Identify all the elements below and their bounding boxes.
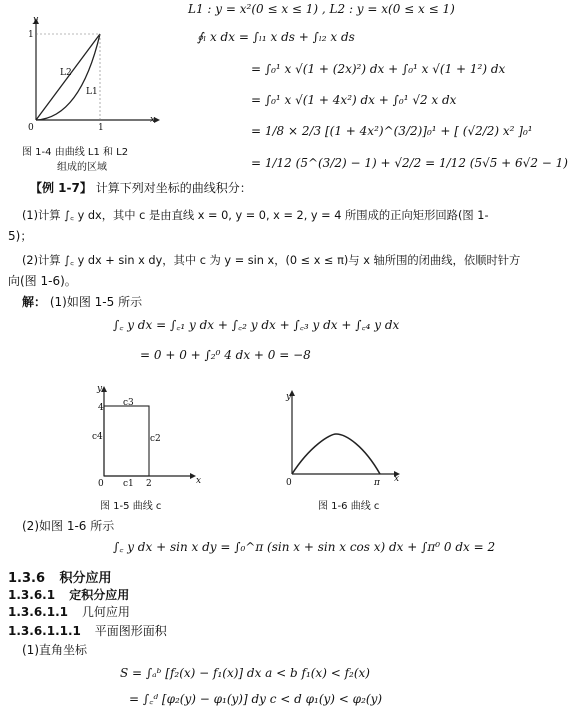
fig16-origin: 0 xyxy=(286,478,292,488)
fig14-axis-y: y xyxy=(33,15,39,25)
example-tag: 【例 1-7】 xyxy=(30,181,92,195)
heading-1-3-6-1-1-1-num: 1.3.6.1.1.1 xyxy=(8,624,81,638)
figure-1-4 xyxy=(14,10,164,130)
figure-1-5 xyxy=(90,384,200,492)
example-part1-line2: 5)； xyxy=(8,229,33,243)
solution-eq-3: ∫꜀ y dx + sin x dy = ∫₀^π (sin x + sin x cos x) dx + ∫π⁰ 0 dx = 2 xyxy=(113,540,496,554)
solution-text-2: (2)如图 1-6 所示 xyxy=(22,519,115,533)
area-formula-1: S = ∫ₐᵇ [f₂(x) − f₁(x)] dx a < b f₁(x) < f₂(x) xyxy=(120,666,370,680)
solution-label: 解： xyxy=(22,295,47,309)
heading-1-3-6 xyxy=(8,567,112,586)
heading-1-3-6-num: 1.3.6 xyxy=(8,571,46,586)
area-formula-2: = ∫꜀ᵈ [φ₂(y) − φ₁(y)] dy c < d φ₁(y) < φ₂(y) xyxy=(129,692,383,706)
fig15-c4: c4 xyxy=(92,432,103,442)
heading-1-3-6-title: 积分应用 xyxy=(59,571,112,586)
cartesian-coordinates-label: (1)直角坐标 xyxy=(22,643,87,657)
heading-1-3-6-1-1-title: 几何应用 xyxy=(81,605,130,619)
fig14-origin: 0 xyxy=(28,123,34,133)
fig16-axis-x: x xyxy=(394,474,400,484)
heading-1-3-6-1-1-1-title: 平面图形面积 xyxy=(94,624,167,638)
example-part2-line2: 向(图 1-6)。 xyxy=(8,274,77,288)
fig14-label-L1: L1 xyxy=(86,87,98,97)
line-integral-eq-5: = 1/12 (5^(3/2) − 1) + √2/2 = 1/12 (5√5 + 6√2 − 1) xyxy=(251,156,568,170)
solution-eq-1: ∫꜀ y dx = ∫꜀₁ y dx + ∫꜀₂ y dx + ∫꜀₃ y dx + ∫꜀₄ y dx xyxy=(113,318,400,332)
fig14-caption-line2: 组成的区域 xyxy=(57,162,107,173)
example-title: 计算下列对坐标的曲线积分： xyxy=(95,181,252,195)
heading-1-3-6-1-1-num: 1.3.6.1.1 xyxy=(8,605,68,619)
line-integral-eq-1: ∮ₗ x dx = ∫ₗ₁ x ds + ∫ₗ₂ x ds xyxy=(197,30,355,44)
fig15-tick-y: 4 xyxy=(98,403,104,413)
solution-text-1: (1)如图 1-5 所示 xyxy=(49,295,143,309)
heading-1-3-6-1-num: 1.3.6.1 xyxy=(8,588,56,602)
fig16-caption: 图 1-6 曲线 c xyxy=(318,501,380,512)
figure-1-6 xyxy=(280,390,404,486)
fig15-c3: c3 xyxy=(123,398,134,408)
example-part1-line1: (1)计算 ∫꜀ y dx，其中 c 是由直线 x = 0, y = 0, x = 2, y = 4 所围成的正向矩形回路(图 1- xyxy=(22,209,489,222)
solution-eq-2: = 0 + 0 + ∫₂⁰ 4 dx + 0 = −8 xyxy=(140,348,311,362)
fig16-pi: π xyxy=(374,478,380,488)
heading-1-3-6-1-title: 定积分应用 xyxy=(69,588,130,602)
heading-1-3-6-1 xyxy=(8,586,129,603)
heading-1-3-6-1-1-1 xyxy=(8,624,167,639)
fig14-tick-y: 1 xyxy=(28,30,34,40)
fig14-label-L2: L2 xyxy=(60,68,72,78)
fig15-origin: 0 xyxy=(98,479,104,489)
example-part2-line1: (2)计算 ∫꜀ y dx + sin x dy，其中 c 为 y = sin x，(0 ≤ x ≤ π)与 x 轴所围的闭曲线，依顺时针方 xyxy=(22,254,521,267)
line-integral-eq-2: = ∫₀¹ x √(1 + (2x)²) dx + ∫₀¹ x √(1 + 1²) dx xyxy=(251,62,506,76)
line-integral-eq-3: = ∫₀¹ x √(1 + 4x²) dx + ∫₀¹ √2 x dx xyxy=(251,93,457,107)
fig14-tick-x: 1 xyxy=(98,123,104,133)
fig15-c1: c1 xyxy=(123,479,134,489)
fig15-axis-x: x xyxy=(196,476,202,486)
fig15-caption: 图 1-5 曲线 c xyxy=(100,501,162,512)
fig15-tick-x: 2 xyxy=(146,479,152,489)
curve-definitions: L1 : y = x²(0 ≤ x ≤ 1) , L2 : y = x(0 ≤ x ≤ 1) xyxy=(188,2,455,16)
fig15-c2: c2 xyxy=(150,434,161,444)
fig14-caption-line1: 图 1-4 由曲线 L1 和 L2 xyxy=(22,147,129,158)
heading-1-3-6-1-1 xyxy=(8,605,130,620)
fig14-axis-x: x xyxy=(150,115,156,125)
line-integral-eq-4: = 1/8 × 2/3 [(1 + 4x²)^(3/2)]₀¹ + [ (√2/2) x² ]₀¹ xyxy=(251,124,533,138)
fig15-axis-y: y xyxy=(97,384,103,394)
fig16-axis-y: y xyxy=(286,392,292,402)
